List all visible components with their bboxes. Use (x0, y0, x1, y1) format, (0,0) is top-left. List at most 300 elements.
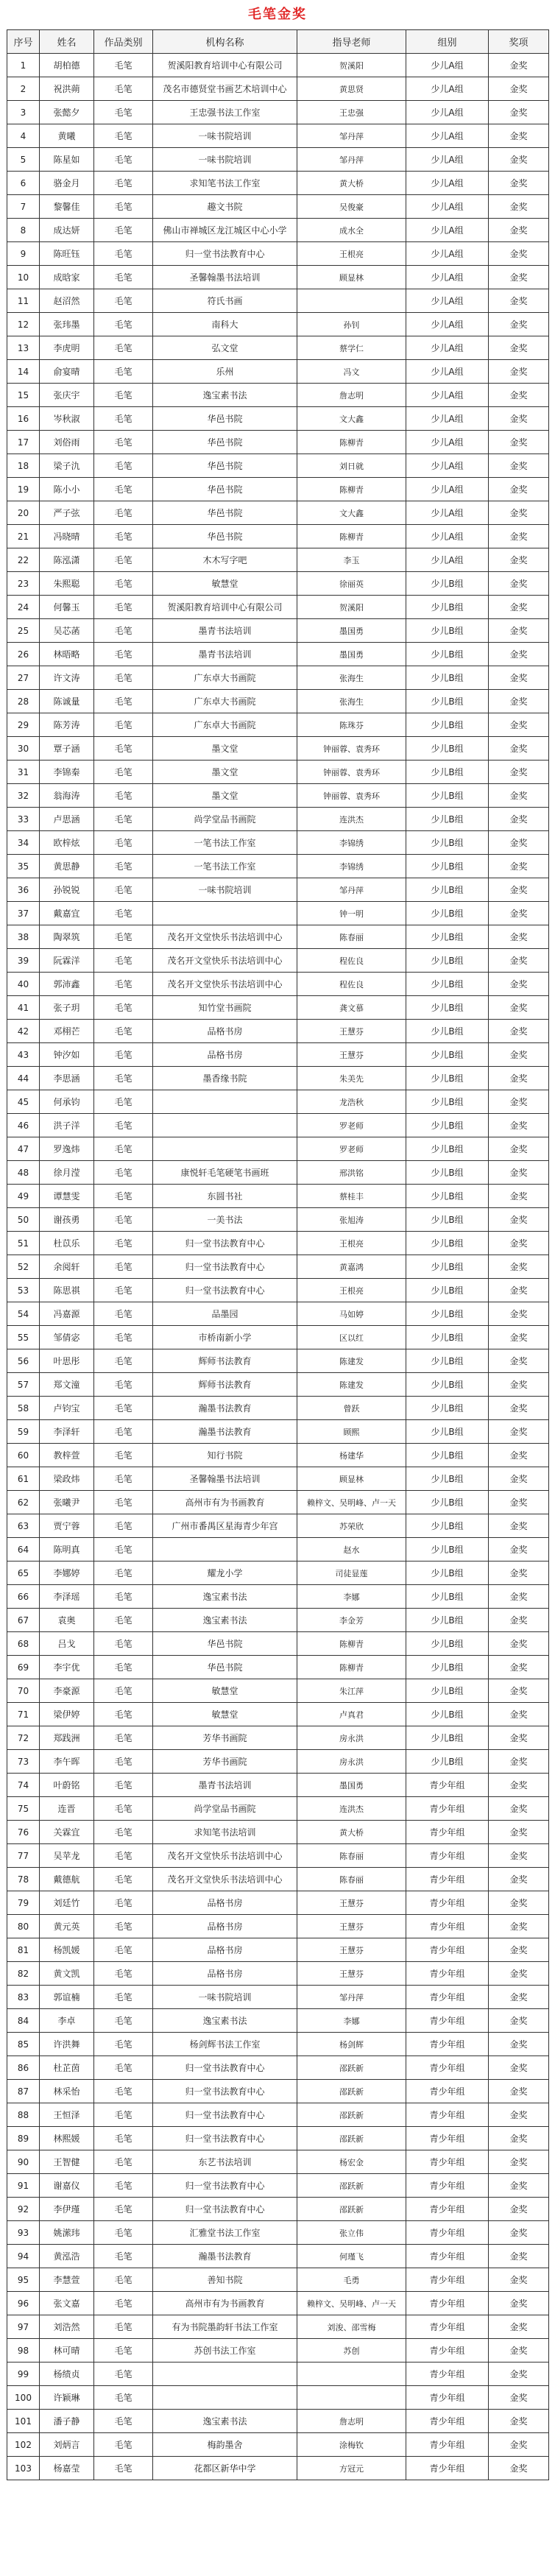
cell-mentor: 邵跃新 (297, 2198, 406, 2221)
table-row (7, 2033, 549, 2056)
cell-organization: 逸宝素书法 (153, 2009, 297, 2033)
cell-organization: 高州市有为书画教育 (153, 2292, 297, 2315)
cell-index: 88 (7, 2103, 40, 2127)
cell-group: 青少年组 (406, 2033, 489, 2056)
cell-group: 少儿A组 (406, 525, 489, 548)
cell-mentor: 邵跃新 (297, 2174, 406, 2198)
cell-award: 金奖 (489, 572, 549, 596)
cell-name: 吕戈 (40, 1632, 94, 1656)
cell-mentor: 曾跃 (297, 1397, 406, 1420)
cell-name: 黄文凯 (40, 1962, 94, 1986)
cell-category: 毛笔 (94, 878, 153, 902)
table-row (7, 2009, 549, 2033)
cell-group: 少儿A组 (406, 548, 489, 572)
cell-index: 2 (7, 77, 40, 101)
cell-name: 贾宁蓉 (40, 1514, 94, 1538)
cell-mentor: 毛勇 (297, 2268, 406, 2292)
cell-name: 张曦尹 (40, 1491, 94, 1514)
cell-name: 郭沛鑫 (40, 973, 94, 996)
table-row (7, 1797, 549, 1821)
cell-category: 毛笔 (94, 2198, 153, 2221)
cell-award: 金奖 (489, 2268, 549, 2292)
cell-category: 毛笔 (94, 407, 153, 431)
cell-organization: 墨青书法培训 (153, 643, 297, 666)
cell-award: 金奖 (489, 2174, 549, 2198)
cell-index: 7 (7, 195, 40, 219)
cell-name: 林熙媛 (40, 2127, 94, 2150)
cell-category: 毛笔 (94, 2127, 153, 2150)
cell-group: 少儿B组 (406, 1703, 489, 1726)
cell-award: 金奖 (489, 2056, 549, 2080)
cell-category: 毛笔 (94, 1821, 153, 1844)
cell-name: 李泽瑶 (40, 1585, 94, 1609)
cell-index: 56 (7, 1349, 40, 1373)
table-row (7, 1420, 549, 1444)
cell-group: 青少年组 (406, 1962, 489, 1986)
cell-name: 徐月滢 (40, 1161, 94, 1185)
cell-index: 63 (7, 1514, 40, 1538)
table-row (7, 784, 549, 808)
cell-index: 14 (7, 360, 40, 384)
cell-organization: 华邑书院 (153, 525, 297, 548)
cell-organization: 贺溪阳教育培训中心有限公司 (153, 596, 297, 619)
cell-group: 少儿A组 (406, 124, 489, 148)
cell-index: 41 (7, 996, 40, 1020)
table-row (7, 1137, 549, 1161)
cell-mentor: 贺溪阳 (297, 54, 406, 77)
cell-name: 郑文潼 (40, 1373, 94, 1397)
cell-award: 金奖 (489, 666, 549, 690)
cell-name: 杨绩贞 (40, 2362, 94, 2386)
cell-name: 何承钧 (40, 1090, 94, 1114)
cell-mentor: 张旭涛 (297, 1208, 406, 1232)
cell-category: 毛笔 (94, 949, 153, 973)
cell-category: 毛笔 (94, 1161, 153, 1185)
cell-category: 毛笔 (94, 1067, 153, 1090)
cell-category: 毛笔 (94, 1562, 153, 1585)
table-row (7, 1726, 549, 1750)
cell-mentor: 黄嘉鸿 (297, 1255, 406, 1279)
cell-group: 少儿A组 (406, 195, 489, 219)
cell-mentor: 邹丹萍 (297, 148, 406, 172)
table-row (7, 619, 549, 643)
cell-group: 少儿B组 (406, 1514, 489, 1538)
cell-award: 金奖 (489, 101, 549, 124)
table-row (7, 761, 549, 784)
cell-index: 71 (7, 1703, 40, 1726)
table-row (7, 2150, 549, 2174)
cell-organization: 一笔书法工作室 (153, 831, 297, 855)
cell-index: 10 (7, 266, 40, 289)
cell-group: 青少年组 (406, 1774, 489, 1797)
cell-category: 毛笔 (94, 2033, 153, 2056)
cell-category: 毛笔 (94, 925, 153, 949)
cell-category: 毛笔 (94, 384, 153, 407)
cell-category: 毛笔 (94, 1679, 153, 1703)
cell-index: 5 (7, 148, 40, 172)
cell-category: 毛笔 (94, 2174, 153, 2198)
cell-organization: 瀚墨书法教育 (153, 1420, 297, 1444)
cell-mentor: 张海生 (297, 666, 406, 690)
cell-award: 金奖 (489, 996, 549, 1020)
cell-organization: 墨青书法培训 (153, 619, 297, 643)
cell-organization: 逸宝素书法 (153, 1585, 297, 1609)
cell-award: 金奖 (489, 1726, 549, 1750)
cell-award: 金奖 (489, 713, 549, 737)
cell-name: 张玮墨 (40, 313, 94, 336)
table-row (7, 643, 549, 666)
header-group: 组别 (406, 30, 489, 54)
cell-category: 毛笔 (94, 596, 153, 619)
cell-mentor: 王慧芬 (297, 1043, 406, 1067)
cell-index: 61 (7, 1467, 40, 1491)
cell-group: 青少年组 (406, 2245, 489, 2268)
cell-group: 少儿A组 (406, 407, 489, 431)
cell-index: 31 (7, 761, 40, 784)
page-title: 毛笔金奖 (248, 7, 307, 22)
cell-organization: 知竹堂书画院 (153, 996, 297, 1020)
cell-organization: 南科大 (153, 313, 297, 336)
cell-category: 毛笔 (94, 1491, 153, 1514)
cell-award: 金奖 (489, 2362, 549, 2386)
cell-organization: 品格书房 (153, 1962, 297, 1986)
cell-organization: 墨文堂 (153, 784, 297, 808)
table-row (7, 1067, 549, 1090)
cell-category: 毛笔 (94, 2009, 153, 2033)
cell-award: 金奖 (489, 242, 549, 266)
cell-organization: 东艺书法培训 (153, 2150, 297, 2174)
cell-award: 金奖 (489, 2009, 549, 2033)
cell-award: 金奖 (489, 289, 549, 313)
cell-group: 青少年组 (406, 2009, 489, 2033)
cell-category: 毛笔 (94, 808, 153, 831)
cell-organization: 敏慧堂 (153, 572, 297, 596)
cell-mentor: 王忠强 (297, 101, 406, 124)
cell-mentor: 吴俊豪 (297, 195, 406, 219)
table-row (7, 1986, 549, 2009)
cell-award: 金奖 (489, 1279, 549, 1302)
cell-name: 张子玥 (40, 996, 94, 1020)
table-row (7, 1538, 549, 1562)
cell-mentor: 顾显林 (297, 266, 406, 289)
cell-organization: 木木写字吧 (153, 548, 297, 572)
cell-name: 谭慧雯 (40, 1185, 94, 1208)
cell-name: 杜苡乐 (40, 1232, 94, 1255)
cell-mentor: 龚文慕 (297, 996, 406, 1020)
cell-organization: 苏创书法工作室 (153, 2339, 297, 2362)
cell-group: 少儿B组 (406, 596, 489, 619)
cell-group: 青少年组 (406, 1868, 489, 1891)
cell-group: 青少年组 (406, 2056, 489, 2080)
cell-organization: 有为书院墨韵轩书法工作室 (153, 2315, 297, 2339)
cell-group: 少儿B组 (406, 1585, 489, 1609)
table-row (7, 2362, 549, 2386)
cell-name: 李思涵 (40, 1067, 94, 1090)
cell-name: 岑秋淑 (40, 407, 94, 431)
cell-organization: 知行书院 (153, 1444, 297, 1467)
cell-name: 邹倩宓 (40, 1326, 94, 1349)
cell-name: 梁政炜 (40, 1467, 94, 1491)
table-row (7, 1185, 549, 1208)
cell-group: 青少年组 (406, 2150, 489, 2174)
cell-category: 毛笔 (94, 124, 153, 148)
cell-mentor: 李金芳 (297, 1609, 406, 1632)
cell-award: 金奖 (489, 1467, 549, 1491)
table-row (7, 737, 549, 761)
table-row (7, 902, 549, 925)
cell-award: 金奖 (489, 1373, 549, 1397)
cell-name: 欧梓炫 (40, 831, 94, 855)
cell-name: 李宇优 (40, 1656, 94, 1679)
cell-organization: 贺溪阳教育培训中心有限公司 (153, 54, 297, 77)
cell-index: 8 (7, 219, 40, 242)
cell-mentor: 黄思贤 (297, 77, 406, 101)
cell-group: 青少年组 (406, 2457, 489, 2480)
cell-group: 青少年组 (406, 2221, 489, 2245)
cell-group: 少儿A组 (406, 478, 489, 501)
cell-mentor: 刘日就 (297, 454, 406, 478)
cell-award: 金奖 (489, 54, 549, 77)
table-row (7, 855, 549, 878)
cell-name: 杨凯媛 (40, 1938, 94, 1962)
cell-award: 金奖 (489, 1444, 549, 1467)
cell-mentor: 李锦绣 (297, 855, 406, 878)
cell-award: 金奖 (489, 1137, 549, 1161)
cell-index: 75 (7, 1797, 40, 1821)
cell-mentor: 陈建发 (297, 1373, 406, 1397)
cell-name: 黎馨佳 (40, 195, 94, 219)
cell-category: 毛笔 (94, 713, 153, 737)
cell-mentor: 钟丽蓉、袁秀环 (297, 784, 406, 808)
cell-award: 金奖 (489, 360, 549, 384)
cell-category: 毛笔 (94, 1703, 153, 1726)
cell-index: 38 (7, 925, 40, 949)
cell-category: 毛笔 (94, 1043, 153, 1067)
cell-organization: 逸宝素书法 (153, 1609, 297, 1632)
cell-index: 77 (7, 1844, 40, 1868)
cell-category: 毛笔 (94, 1797, 153, 1821)
cell-group: 少儿B组 (406, 1067, 489, 1090)
cell-organization: 尚学堂品书画院 (153, 1797, 297, 1821)
cell-organization: 逸宝素书法 (153, 384, 297, 407)
cell-organization: 茂名开文堂快乐书法培训中心 (153, 1868, 297, 1891)
table-row (7, 1326, 549, 1349)
cell-group: 少儿B组 (406, 1185, 489, 1208)
cell-index: 82 (7, 1962, 40, 1986)
cell-group: 少儿B组 (406, 1161, 489, 1185)
table-row (7, 77, 549, 101)
cell-mentor: 赵水 (297, 1538, 406, 1562)
cell-group: 少儿B组 (406, 643, 489, 666)
cell-mentor: 墨国勇 (297, 619, 406, 643)
cell-index: 51 (7, 1232, 40, 1255)
table-row (7, 1090, 549, 1114)
cell-name: 连晋 (40, 1797, 94, 1821)
cell-organization: 归一堂书法教育中心 (153, 2174, 297, 2198)
cell-index: 68 (7, 1632, 40, 1656)
cell-mentor: 陈柳青 (297, 1656, 406, 1679)
cell-name: 陈思祺 (40, 1279, 94, 1302)
cell-index: 46 (7, 1114, 40, 1137)
cell-index: 1 (7, 54, 40, 77)
cell-name: 陶翠筑 (40, 925, 94, 949)
cell-group: 青少年组 (406, 2410, 489, 2433)
cell-name: 陈小小 (40, 478, 94, 501)
table-row (7, 525, 549, 548)
cell-mentor: 马如婷 (297, 1302, 406, 1326)
cell-group: 少儿A组 (406, 501, 489, 525)
cell-group: 少儿B组 (406, 1538, 489, 1562)
cell-organization: 墨文堂 (153, 737, 297, 761)
cell-category: 毛笔 (94, 1137, 153, 1161)
cell-category: 毛笔 (94, 195, 153, 219)
cell-award: 金奖 (489, 1679, 549, 1703)
cell-category: 毛笔 (94, 855, 153, 878)
cell-group: 少儿B组 (406, 761, 489, 784)
cell-award: 金奖 (489, 1161, 549, 1185)
cell-name: 郑践洲 (40, 1726, 94, 1750)
table-row (7, 831, 549, 855)
cell-name: 张文嘉 (40, 2292, 94, 2315)
cell-index: 52 (7, 1255, 40, 1279)
cell-organization: 归一堂书法教育中心 (153, 2056, 297, 2080)
cell-group: 少儿B组 (406, 1326, 489, 1349)
cell-category: 毛笔 (94, 525, 153, 548)
table-row (7, 478, 549, 501)
cell-mentor: 邵跃新 (297, 2056, 406, 2080)
table-row (7, 1962, 549, 1986)
cell-name: 李娜婷 (40, 1562, 94, 1585)
cell-mentor: 王根亮 (297, 242, 406, 266)
cell-group: 青少年组 (406, 2268, 489, 2292)
cell-category: 毛笔 (94, 1632, 153, 1656)
cell-group: 少儿B组 (406, 1255, 489, 1279)
cell-mentor: 文大鑫 (297, 407, 406, 431)
cell-name: 刘炳言 (40, 2433, 94, 2457)
cell-category: 毛笔 (94, 1090, 153, 1114)
cell-group: 少儿B组 (406, 1467, 489, 1491)
table-row (7, 690, 549, 713)
cell-group: 青少年组 (406, 2080, 489, 2103)
cell-group: 少儿A组 (406, 101, 489, 124)
cell-index: 44 (7, 1067, 40, 1090)
table-row (7, 2127, 549, 2150)
cell-award: 金奖 (489, 2103, 549, 2127)
cell-award: 金奖 (489, 548, 549, 572)
cell-award: 金奖 (489, 1538, 549, 1562)
cell-award: 金奖 (489, 454, 549, 478)
cell-organization: 华邑书院 (153, 478, 297, 501)
cell-mentor: 卢真君 (297, 1703, 406, 1726)
cell-award: 金奖 (489, 2080, 549, 2103)
cell-index: 49 (7, 1185, 40, 1208)
cell-name: 李卓 (40, 2009, 94, 2033)
cell-organization: 茂名开文堂快乐书法培训中心 (153, 949, 297, 973)
cell-organization: 归一堂书法教育中心 (153, 2080, 297, 2103)
cell-award: 金奖 (489, 1326, 549, 1349)
cell-index: 86 (7, 2056, 40, 2080)
cell-category: 毛笔 (94, 1986, 153, 2009)
cell-organization: 符氏书画 (153, 289, 297, 313)
cell-category: 毛笔 (94, 973, 153, 996)
cell-index: 100 (7, 2386, 40, 2410)
cell-organization: 乐州 (153, 360, 297, 384)
table-row (7, 596, 549, 619)
cell-category: 毛笔 (94, 1232, 153, 1255)
cell-category: 毛笔 (94, 761, 153, 784)
cell-mentor: 张立伟 (297, 2221, 406, 2245)
header-organization: 机构名称 (153, 30, 297, 54)
cell-mentor: 邵跃新 (297, 2080, 406, 2103)
cell-category: 毛笔 (94, 219, 153, 242)
cell-mentor: 朱江萍 (297, 1679, 406, 1703)
cell-name: 黄泓浩 (40, 2245, 94, 2268)
cell-name: 张庆宇 (40, 384, 94, 407)
cell-mentor: 邵跃新 (297, 2103, 406, 2127)
header-category: 作品类别 (94, 30, 153, 54)
cell-group: 少儿B组 (406, 973, 489, 996)
cell-mentor: 黄大桥 (297, 172, 406, 195)
table-row (7, 1632, 549, 1656)
cell-group: 少儿B组 (406, 925, 489, 949)
cell-name: 李虎明 (40, 336, 94, 360)
cell-index: 25 (7, 619, 40, 643)
cell-group: 少儿B组 (406, 1114, 489, 1137)
cell-name: 李慧萱 (40, 2268, 94, 2292)
cell-index: 39 (7, 949, 40, 973)
cell-name: 洪子洋 (40, 1114, 94, 1137)
header-index: 序号 (7, 30, 40, 54)
cell-name: 阮霖洋 (40, 949, 94, 973)
cell-index: 73 (7, 1750, 40, 1774)
cell-category: 毛笔 (94, 2315, 153, 2339)
cell-category: 毛笔 (94, 1656, 153, 1679)
cell-name: 陈星如 (40, 148, 94, 172)
cell-index: 17 (7, 431, 40, 454)
cell-name: 王智健 (40, 2150, 94, 2174)
cell-mentor: 赖梓文、吴明峰、卢一天 (297, 2292, 406, 2315)
cell-category: 毛笔 (94, 101, 153, 124)
cell-name: 刘俗雨 (40, 431, 94, 454)
cell-category: 毛笔 (94, 54, 153, 77)
cell-organization (153, 2362, 297, 2386)
cell-mentor: 李娜 (297, 1585, 406, 1609)
cell-group: 少儿B组 (406, 1726, 489, 1750)
cell-index: 36 (7, 878, 40, 902)
cell-organization (153, 1137, 297, 1161)
cell-category: 毛笔 (94, 1938, 153, 1962)
cell-index: 13 (7, 336, 40, 360)
cell-index: 65 (7, 1562, 40, 1585)
cell-name: 翁海涛 (40, 784, 94, 808)
cell-group: 少儿B组 (406, 713, 489, 737)
cell-mentor: 邹丹萍 (297, 124, 406, 148)
cell-category: 毛笔 (94, 548, 153, 572)
cell-mentor: 连洪杰 (297, 1797, 406, 1821)
table-row (7, 572, 549, 596)
table-row (7, 2433, 549, 2457)
cell-award: 金奖 (489, 2315, 549, 2339)
cell-name: 许洪舞 (40, 2033, 94, 2056)
cell-index: 3 (7, 101, 40, 124)
cell-mentor: 王慧芬 (297, 1891, 406, 1915)
cell-organization: 佛山市禅城区龙江城区中心小学 (153, 219, 297, 242)
cell-organization: 杨剑辉书法工作室 (153, 2033, 297, 2056)
cell-group: 少儿B组 (406, 666, 489, 690)
cell-mentor: 墨国勇 (297, 1774, 406, 1797)
table-row (7, 219, 549, 242)
table-row (7, 54, 549, 77)
